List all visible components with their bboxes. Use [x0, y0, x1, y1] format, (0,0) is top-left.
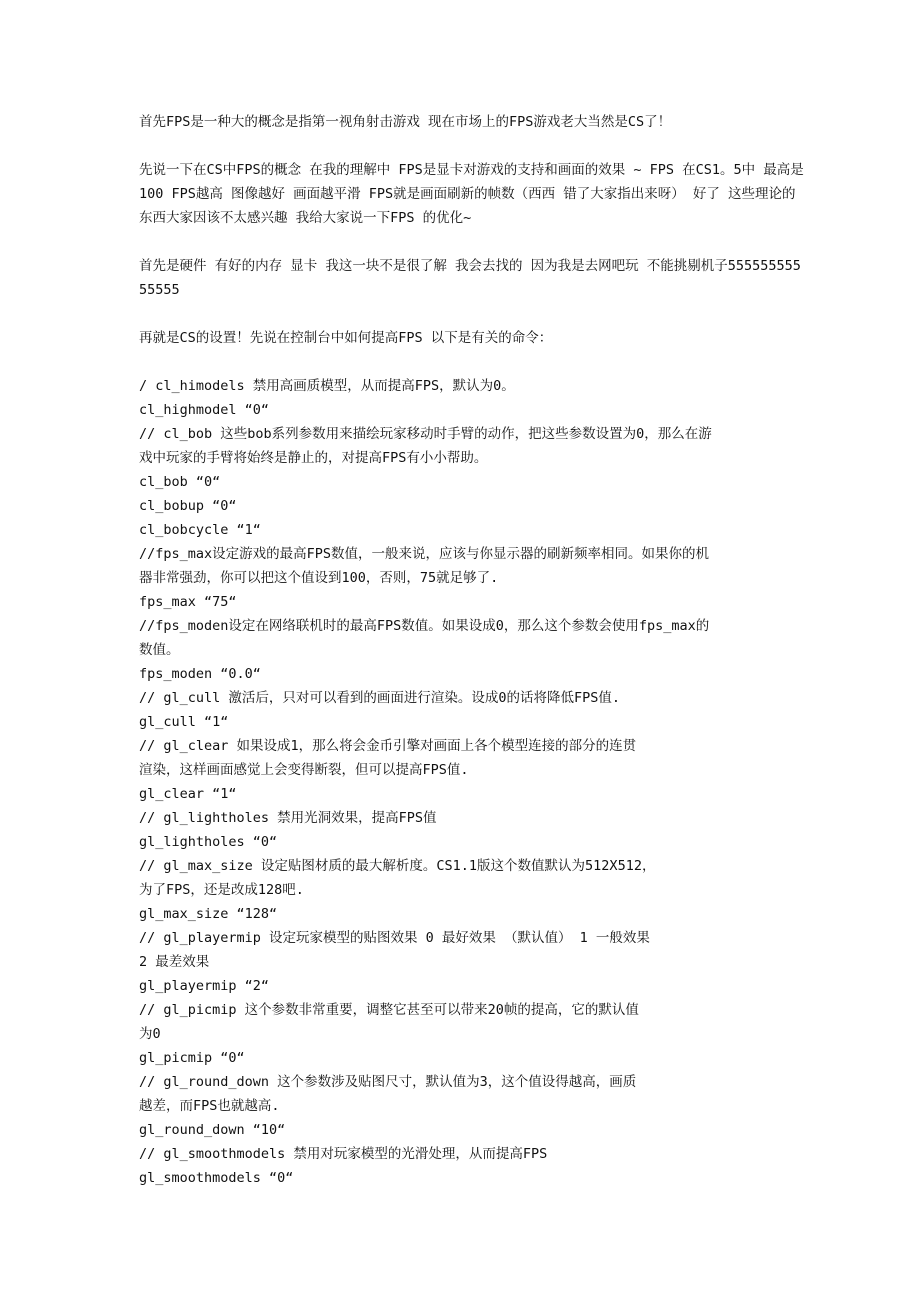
intro-paragraph-1: 首先FPS是一种大的概念是指第一视角射击游戏 现在市场上的FPS游戏老大当然是CS了！	[139, 114, 672, 130]
command-line: 器非常强劲，你可以把这个值设到100，否则，75就足够了.	[139, 570, 499, 586]
intro-paragraph-2: 先说一下在CS中FPS的概念 在我的理解中 FPS是显卡对游戏的支持和画面的效果 ~ FPS 在CS1。5中 最高是100 FPS越高 图像越好 画面越平滑 FPS就是画面刷新的帧数（西西 错了大家指出来呀） 好了 这些理论的东西大家因该不太感兴趣 我给大家说一下FPS 的优化~	[139, 162, 804, 226]
intro-paragraph-4: 再就是CS的设置！先说在控制台中如何提高FPS 以下是有关的命令：	[139, 330, 553, 346]
command-line: // gl_smoothmodels 禁用对玩家模型的光滑处理，从而提高FPS	[139, 1146, 548, 1162]
command-line: fps_moden “0.0“	[139, 666, 261, 682]
paragraph-gap	[139, 230, 809, 254]
command-line: gl_cull “1“	[139, 714, 229, 730]
command-list	[139, 374, 809, 1190]
command-line: fps_max “75“	[139, 594, 237, 610]
paragraph-gap	[139, 302, 809, 326]
command-line: // gl_max_size 设定贴图材质的最大解析度。CS1.1版这个数值默认为512X512，	[139, 858, 656, 874]
command-line: cl_bobcycle “1“	[139, 522, 261, 538]
command-line: 戏中玩家的手臂将始终是静止的，对提高FPS有小小帮助。	[139, 450, 488, 466]
command-line: gl_picmip “0“	[139, 1050, 245, 1066]
command-line: 渲染，这样画面感觉上会变得断裂，但可以提高FPS值.	[139, 762, 469, 778]
command-line: // gl_cull 激活后，只对可以看到的画面进行渲染。设成0的话将降低FPS值.	[139, 690, 621, 706]
command-line: gl_lightholes “0“	[139, 834, 278, 850]
command-line: cl_bob “0“	[139, 474, 221, 490]
command-line: //fps_moden设定在网络联机时的最高FPS数值。如果设成0，那么这个参数会使用fps_max的	[139, 618, 710, 634]
command-line: cl_highmodel “0“	[139, 402, 270, 418]
command-line: // gl_lightholes 禁用光洞效果，提高FPS值	[139, 810, 437, 826]
command-line: 2 最差效果	[139, 954, 210, 970]
command-line: 为0	[139, 1026, 161, 1042]
command-line: cl_bobup “0“	[139, 498, 237, 514]
command-line: //fps_max设定游戏的最高FPS数值，一般来说，应该与你显示器的刷新频率相同。如果你的机	[139, 546, 710, 562]
document-body	[139, 110, 809, 1190]
command-line: 数值。	[139, 642, 180, 658]
command-line: gl_smoothmodels “0“	[139, 1170, 294, 1186]
paragraph-gap	[139, 134, 809, 158]
command-line: // cl_bob 这些bob系列参数用来描绘玩家移动时手臂的动作，把这些参数设置为0，那么在游	[139, 426, 712, 442]
command-line: gl_round_down “10“	[139, 1122, 286, 1138]
intro-paragraph-3: 首先是硬件 有好的内存 显卡 我这一块不是很了解 我会去找的 因为我是去网吧玩 不能挑剔机子55555555555555	[139, 258, 801, 298]
command-line: / cl_himodels 禁用高画质模型，从而提高FPS，默认为0。	[139, 378, 515, 394]
paragraph-gap	[139, 350, 809, 374]
command-line: gl_max_size “128“	[139, 906, 278, 922]
command-line: 越差，而FPS也就越高.	[139, 1098, 280, 1114]
command-line: gl_clear “1“	[139, 786, 237, 802]
command-line: // gl_picmip 这个参数非常重要，调整它甚至可以带来20帧的提高，它的默认值	[139, 1002, 639, 1018]
command-line: 为了FPS，还是改成128吧.	[139, 882, 304, 898]
command-line: // gl_playermip 设定玩家模型的贴图效果 0 最好效果 （默认值） 1 一般效果	[139, 930, 650, 946]
command-line: gl_playermip “2“	[139, 978, 270, 994]
command-line: // gl_round_down 这个参数涉及贴图尺寸，默认值为3，这个值设得越高，画质	[139, 1074, 637, 1090]
command-line: // gl_clear 如果设成1，那么将会金币引擎对画面上各个模型连接的部分的连贯	[139, 738, 637, 754]
